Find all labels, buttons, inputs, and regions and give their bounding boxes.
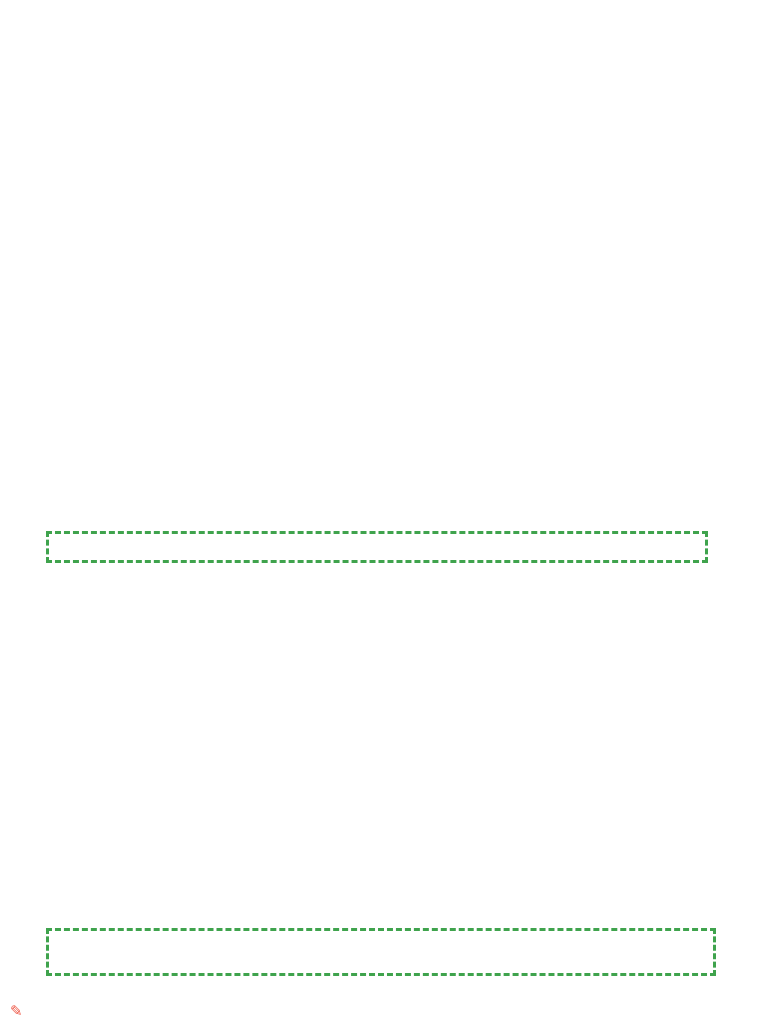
- footer-brand[interactable]: [10, 1002, 27, 1020]
- liveworksheets-logo-icon: ✎: [10, 1002, 23, 1020]
- word-box: [46, 531, 708, 563]
- advice-box: [46, 928, 716, 976]
